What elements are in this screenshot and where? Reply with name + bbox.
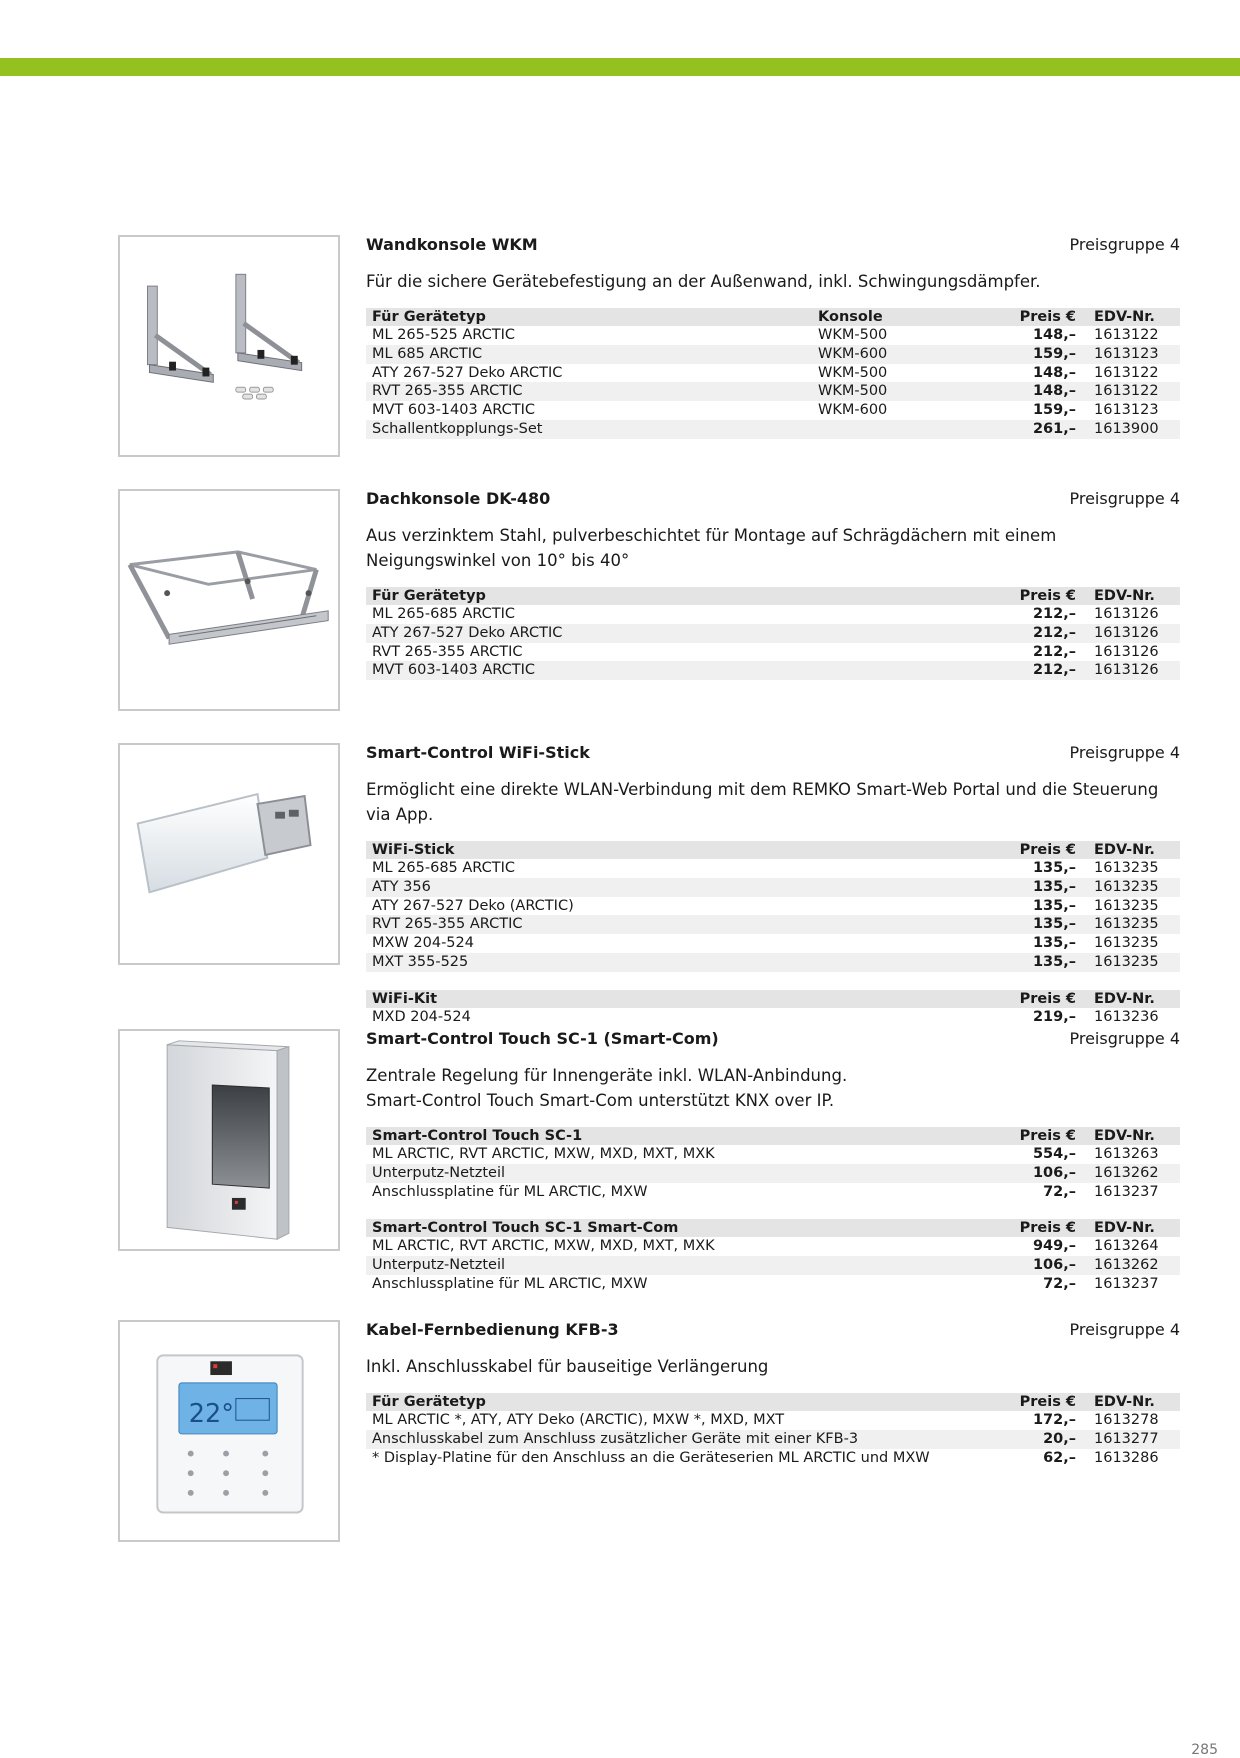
table-row (366, 605, 1180, 624)
price-group: Preisgruppe 4 (1069, 1029, 1180, 1048)
table-row (366, 643, 1180, 662)
col-header-edv: EDV-Nr. (1082, 308, 1180, 326)
cell-device: Anschlussplatine für ML ARCTIC, MXW (372, 1183, 648, 1200)
product-description: Ermöglicht eine direkte WLAN-Verbindung mit dem REMKO Smart-Web Portal und die Steuerung via App. (366, 780, 1159, 824)
cell-edv: 1613122 (1082, 382, 1180, 401)
cell-edv: 1613286 (1094, 1449, 1159, 1466)
cell-device: * Display-Platine für den Anschluss an die Geräteserien ML ARCTIC und MXW (372, 1449, 930, 1466)
cell-edv: 1613235 (1094, 935, 1159, 952)
col-header-edv: EDV-Nr. (1082, 1219, 1180, 1237)
table-row (366, 897, 1180, 916)
roof-bracket-illustration (120, 491, 338, 709)
cell-price: 212,– (1032, 606, 1076, 622)
cell-device: MXW 204-524 (372, 935, 474, 952)
description-line-2: Smart-Control Touch Smart-Com unterstützt KNX over IP. (366, 1091, 835, 1110)
table-row (366, 326, 1180, 345)
cell-edv: 1613126 (1082, 661, 1180, 680)
table-row (366, 878, 1180, 897)
table-row (366, 1008, 1180, 1027)
col-header-price: Preis € (994, 1127, 1082, 1145)
product-description: Inkl. Anschlusskabel für bauseitige Verlängerung (366, 1357, 769, 1376)
cell-edv: 1613126 (1094, 643, 1159, 660)
cell-edv: 1613122 (1094, 327, 1159, 343)
cell-edv: 1613235 (1094, 897, 1159, 914)
table-row (366, 624, 1180, 643)
table-row (366, 1183, 1180, 1202)
cell-device: ML ARCTIC *, ATY, ATY Deko (ARCTIC), MXW *, MXD, MXT (372, 1412, 785, 1428)
price-table-sc1 (366, 1127, 1180, 1201)
cell-edv: 1613277 (1082, 1430, 1180, 1449)
cell-edv: 1613123 (1094, 402, 1159, 419)
col-header-device-type: Für Gerätetyp (366, 1393, 994, 1411)
cell-console: WKM-500 (818, 327, 888, 343)
cell-price: 949,– (1032, 1238, 1076, 1255)
product-description (366, 1063, 1180, 1113)
col-header-sc1-smart-com: Smart-Control Touch SC-1 Smart-Com (366, 1219, 994, 1237)
col-header-price: Preis € (994, 990, 1082, 1008)
price-table (366, 308, 1180, 439)
product-image-remote-control (118, 1320, 340, 1542)
cell-edv: 1613122 (1094, 364, 1159, 381)
product-title: Smart-Control Touch SC-1 (Smart-Com) (366, 1029, 719, 1048)
cell-price: 148,– (1032, 364, 1076, 381)
price-table (366, 1393, 1180, 1467)
table-row (366, 1430, 1180, 1449)
product-title: Dachkonsole DK-480 (366, 489, 551, 508)
cell-price: 219,– (1032, 1008, 1076, 1025)
description-line-1: Zentrale Regelung für Innengeräte inkl. WLAN-Anbindung. (366, 1066, 848, 1085)
cell-device: ML 265-685 ARCTIC (372, 860, 516, 876)
cell-edv: 1613263 (1094, 1146, 1159, 1162)
table-row (366, 401, 1180, 420)
table-row (366, 934, 1180, 953)
cell-edv: 1613123 (1082, 345, 1180, 364)
col-header-price: Preis € (994, 308, 1082, 326)
cell-console: WKM-500 (812, 382, 994, 401)
cell-price: 261,– (994, 420, 1082, 439)
product-title: Kabel-Fernbedienung KFB-3 (366, 1320, 619, 1339)
cell-device: ATY 356 (366, 878, 994, 897)
cell-edv: 1613235 (1082, 878, 1180, 897)
cell-price: 62,– (1043, 1449, 1076, 1466)
col-header-price: Preis € (994, 841, 1082, 859)
cell-price: 212,– (994, 661, 1082, 680)
cell-price: 159,– (994, 345, 1082, 364)
table-row (366, 1256, 1180, 1275)
product-image-touch-panel (118, 1029, 340, 1251)
price-table-wifi-kit (366, 990, 1180, 1027)
price-group: Preisgruppe 4 (1069, 489, 1180, 508)
cell-edv: 1613126 (1082, 624, 1180, 643)
product-title: Smart-Control WiFi-Stick (366, 743, 590, 762)
cell-edv: 1613235 (1094, 860, 1159, 876)
cell-device: ML ARCTIC, RVT ARCTIC, MXW, MXD, MXT, MXK (372, 1238, 715, 1255)
table-row (366, 1237, 1180, 1256)
cell-device: ML 265-685 ARCTIC (372, 606, 516, 622)
product-image-wall-bracket (118, 235, 340, 457)
cell-price: 148,– (1032, 327, 1076, 343)
cell-price: 106,– (994, 1164, 1082, 1183)
table-row (366, 1411, 1180, 1430)
col-header-device-type: Für Gerätetyp (366, 308, 812, 326)
top-accent-bar (0, 58, 1240, 76)
product-image-wifi-stick (118, 743, 340, 965)
cell-price: 135,– (1032, 897, 1076, 914)
price-group: Preisgruppe 4 (1069, 743, 1180, 762)
col-header-sc1: Smart-Control Touch SC-1 (366, 1127, 994, 1145)
cell-price: 135,– (994, 953, 1082, 972)
cell-edv: 1613235 (1082, 915, 1180, 934)
col-header-price: Preis € (994, 1219, 1082, 1237)
product-image-roof-bracket (118, 489, 340, 711)
table-row (366, 1164, 1180, 1183)
cell-console: WKM-600 (818, 402, 888, 419)
page-number: 285 (1191, 1742, 1218, 1758)
cell-price: 106,– (994, 1256, 1082, 1275)
wall-bracket-illustration (120, 237, 338, 455)
cell-device: Unterputz-Netzteil (366, 1164, 994, 1183)
usb-stick-illustration (120, 745, 338, 963)
table-row (366, 382, 1180, 401)
cell-price: 212,– (994, 624, 1082, 643)
cell-device: MXT 355-525 (366, 953, 994, 972)
cell-edv: 1613235 (1082, 953, 1180, 972)
cell-edv: 1613237 (1094, 1183, 1159, 1200)
table-row (366, 953, 1180, 972)
cell-edv: 1613126 (1094, 606, 1159, 622)
cell-device: ATY 267-527 Deko ARCTIC (366, 624, 994, 643)
col-header-price: Preis € (994, 587, 1082, 605)
cell-edv: 1613900 (1082, 420, 1180, 439)
cell-device: Unterputz-Netzteil (366, 1256, 994, 1275)
table-row (366, 859, 1180, 878)
col-header-price: Preis € (994, 1393, 1082, 1411)
col-header-edv: EDV-Nr. (1082, 990, 1180, 1008)
col-header-edv: EDV-Nr. (1082, 841, 1180, 859)
cell-price: 72,– (1043, 1275, 1076, 1292)
cell-device: ATY 267-527 Deko (ARCTIC) (372, 897, 574, 914)
cell-console: WKM-600 (812, 345, 994, 364)
cell-console: WKM-500 (818, 364, 888, 381)
touch-panel-illustration (120, 1031, 338, 1249)
cell-console (812, 420, 994, 439)
cell-device: RVT 265-355 ARCTIC (366, 382, 812, 401)
table-row (366, 420, 1180, 439)
product-title: Wandkonsole WKM (366, 235, 538, 254)
cell-price: 135,– (994, 878, 1082, 897)
cell-edv: 1613262 (1082, 1164, 1180, 1183)
cell-edv: 1613278 (1094, 1412, 1159, 1428)
col-header-edv: EDV-Nr. (1082, 587, 1180, 605)
cell-price: 212,– (1032, 643, 1076, 660)
cell-price: 135,– (1032, 935, 1076, 952)
cell-edv: 1613264 (1094, 1238, 1159, 1255)
cell-price: 554,– (1032, 1146, 1076, 1162)
cell-edv: 1613236 (1094, 1008, 1159, 1025)
cell-device: ML 685 ARCTIC (366, 345, 812, 364)
cell-device: Anschlusskabel zum Anschluss zusätzlicher Geräte mit einer KFB-3 (366, 1430, 994, 1449)
cell-price: 20,– (994, 1430, 1082, 1449)
price-group: Preisgruppe 4 (1069, 1320, 1180, 1339)
cell-device: RVT 265-355 ARCTIC (372, 643, 523, 660)
table-row (366, 1145, 1180, 1164)
col-header-edv: EDV-Nr. (1082, 1127, 1180, 1145)
price-table (366, 587, 1180, 680)
table-row (366, 1449, 1180, 1468)
col-header-device-type: Für Gerätetyp (366, 587, 994, 605)
cell-device: MVT 603-1403 ARCTIC (366, 661, 994, 680)
col-header-wifi-kit: WiFi-Kit (366, 990, 994, 1008)
cell-price: 135,– (1032, 860, 1076, 876)
description-line-2: Neigungswinkel von 10° bis 40° (366, 551, 630, 570)
cell-price: 159,– (1032, 402, 1076, 419)
table-row (366, 915, 1180, 934)
product-description (366, 523, 1180, 573)
product-description: Für die sichere Gerätebefestigung an der Außenwand, inkl. Schwingungsdämpfer. (366, 272, 1041, 291)
price-group: Preisgruppe 4 (1069, 235, 1180, 254)
table-row (366, 1275, 1180, 1294)
col-header-edv: EDV-Nr. (1082, 1393, 1180, 1411)
cell-edv: 1613262 (1082, 1256, 1180, 1275)
cell-device: ATY 267-527 Deko ARCTIC (372, 364, 563, 381)
cell-price: 148,– (994, 382, 1082, 401)
cell-price: 135,– (994, 915, 1082, 934)
col-header-wifi-stick: WiFi-Stick (366, 841, 994, 859)
cell-device: MXD 204-524 (372, 1008, 471, 1025)
wired-remote-illustration (120, 1322, 338, 1540)
price-table (366, 841, 1180, 972)
cell-device: ML ARCTIC, RVT ARCTIC, MXW, MXD, MXT, MXK (372, 1146, 715, 1162)
cell-device: MVT 603-1403 ARCTIC (372, 402, 535, 419)
table-row (366, 364, 1180, 383)
description-line-1: Aus verzinktem Stahl, pulverbeschichtet für Montage auf Schrägdächern mit einem (366, 526, 1057, 545)
cell-device: RVT 265-355 ARCTIC (366, 915, 994, 934)
table-row (366, 345, 1180, 364)
cell-device: Anschlussplatine für ML ARCTIC, MXW (372, 1275, 648, 1292)
col-header-console: Konsole (812, 308, 994, 326)
cell-edv: 1613237 (1094, 1275, 1159, 1292)
table-row (366, 661, 1180, 680)
cell-device: Schallentkopplungs-Set (366, 420, 812, 439)
cell-price: 72,– (1043, 1183, 1076, 1200)
price-table-sc1-smart-com (366, 1219, 1180, 1293)
cell-device: ML 265-525 ARCTIC (372, 327, 516, 343)
cell-price: 172,– (1032, 1412, 1076, 1428)
display-temperature: 22° (188, 1399, 234, 1430)
